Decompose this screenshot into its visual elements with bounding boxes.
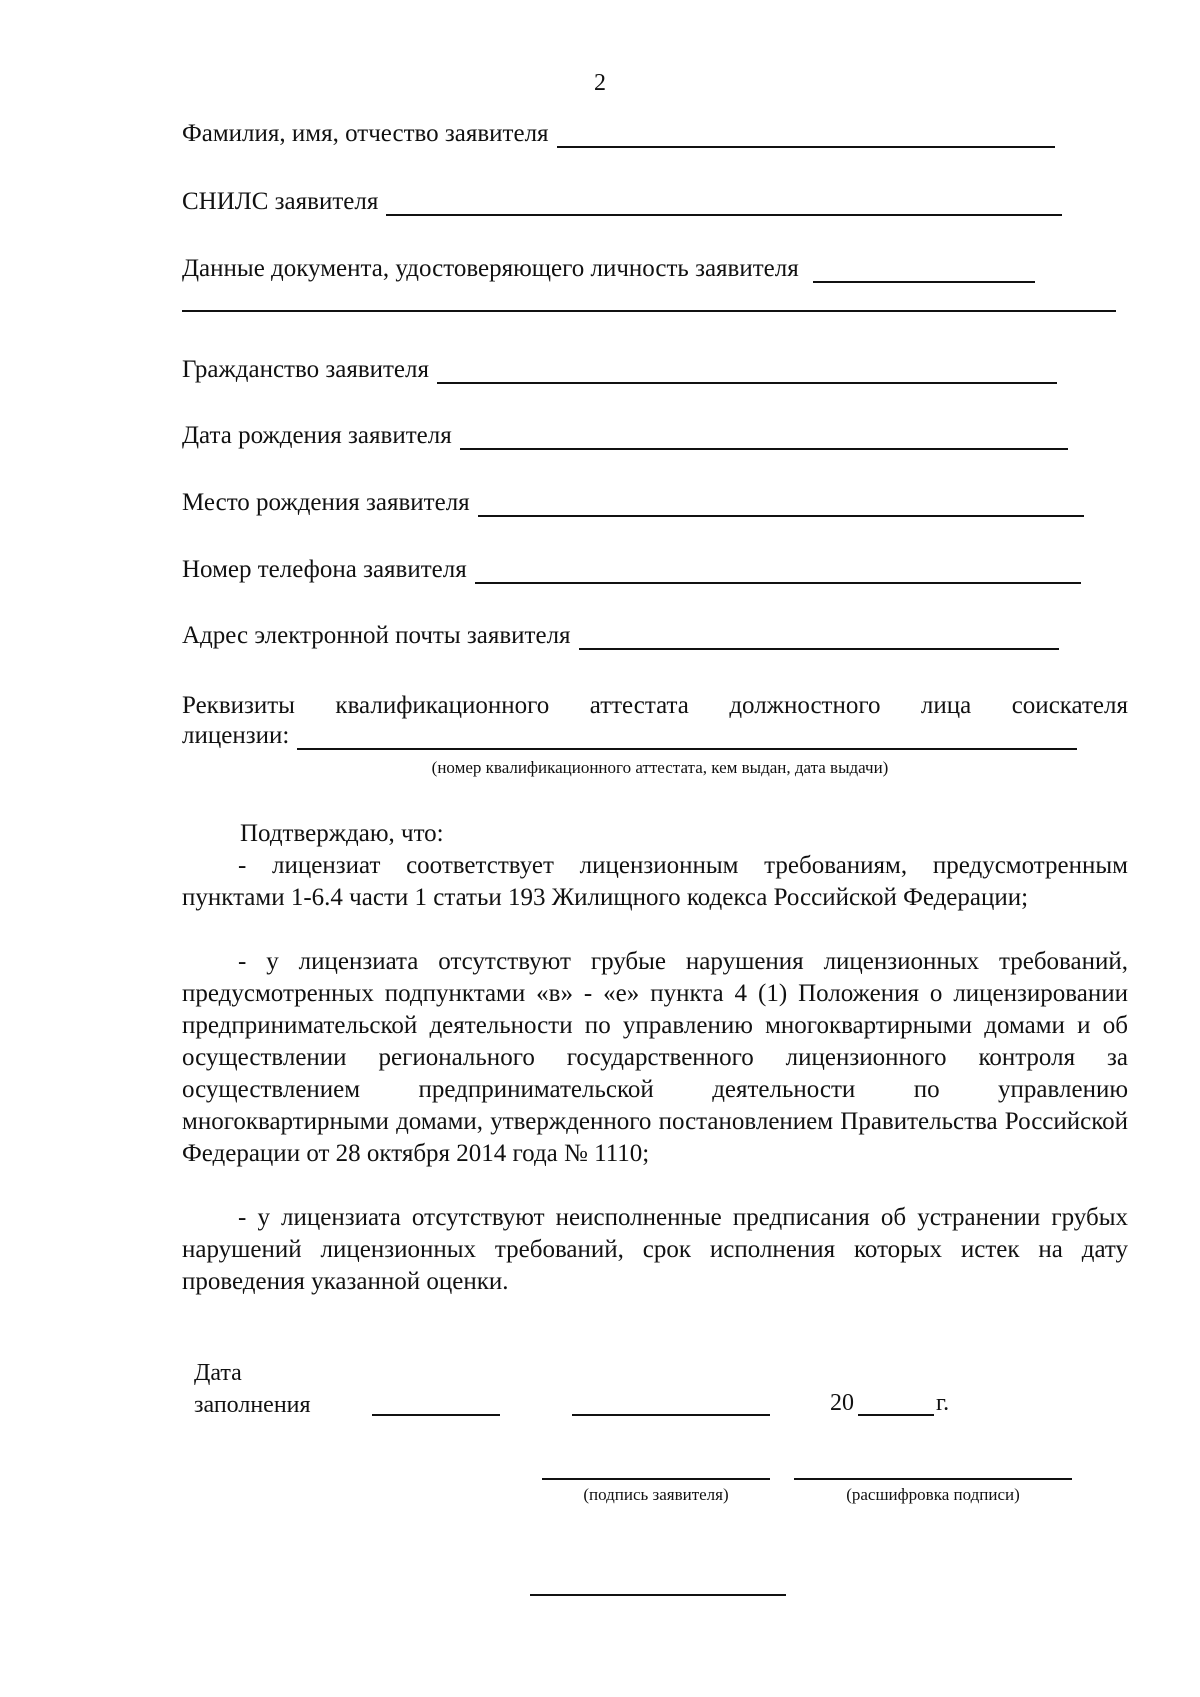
year-input-line[interactable] xyxy=(858,1414,934,1416)
confirmation-item-2: - у лицензиата отсутствуют грубые нарушения лицензионных требований, предусмотренных подпунктами «в» - «е» пункта 4 (1) Положения о лицензировании предпринимательской деятельности по управлению многоквартирными домами и об осуществлении регионального государственного лицензионного контроля за осуществлением предпринимательской деятельности по управлению многоквартирными домами, утвержденного постановлением Правительства Российской Федерации от 28 октября 2014 года № 1110; xyxy=(182,948,1128,1167)
fio-label: Фамилия, имя, отчество заявителя xyxy=(182,120,549,147)
signature-decode-caption: (расшифровка подписи) xyxy=(846,1485,1020,1504)
snils-field xyxy=(182,186,1062,216)
snils-input-line[interactable] xyxy=(386,186,1062,216)
document-label: Данные документа, удостоверяющего личность заявителя xyxy=(182,255,799,282)
phone-label: Номер телефона заявителя xyxy=(182,556,467,583)
email-label: Адрес электронной почты заявителя xyxy=(182,622,571,649)
certificate-field xyxy=(182,722,1077,750)
year-suffix: г. xyxy=(936,1390,950,1416)
confirmation-intro: Подтверждаю, что: xyxy=(240,820,444,847)
certificate-caption: (номер квалификационного аттестата, кем выдан, дата выдачи) xyxy=(431,758,889,777)
certificate-line-1: Реквизиты квалификационного аттестата должностного лица соискателя xyxy=(182,692,1128,719)
confirmation-item-1: - лицензиат соответствует лицензионным требованиям, предусмотренным пунктами 1-6.4 части 1 статьи 193 Жилищного кодекса Российской Федерации; xyxy=(182,852,1128,911)
document-field xyxy=(182,253,1035,283)
fio-input-line[interactable] xyxy=(557,118,1055,148)
date-label-line-2: заполнения xyxy=(194,1392,311,1418)
email-input-line[interactable] xyxy=(579,620,1059,650)
certificate-input-line[interactable] xyxy=(297,722,1077,750)
phone-input-line[interactable] xyxy=(475,554,1081,584)
certificate-label: лицензии: xyxy=(182,722,290,749)
citizenship-field xyxy=(182,354,1057,384)
signature-input-line[interactable] xyxy=(572,1414,770,1416)
document-input-line-2[interactable] xyxy=(182,310,1116,312)
citizenship-label: Гражданство заявителя xyxy=(182,356,429,383)
birth-place-input-line[interactable] xyxy=(478,487,1084,517)
page-number: 2 xyxy=(594,70,606,96)
birth-place-label: Место рождения заявителя xyxy=(182,489,470,516)
confirmation-item-3: - у лицензиата отсутствуют неисполненные предписания об устранении грубых нарушений лицензионных требований, срок исполнения которых истек на дату проведения указанной оценки. xyxy=(182,1204,1128,1295)
document-input-line[interactable] xyxy=(813,253,1035,283)
date-input-line[interactable] xyxy=(372,1414,500,1416)
birth-date-field xyxy=(182,420,1068,450)
snils-label: СНИЛС заявителя xyxy=(182,188,379,215)
date-label-line-1: Дата xyxy=(194,1360,242,1386)
birth-place-field xyxy=(182,487,1084,517)
birth-date-label: Дата рождения заявителя xyxy=(182,422,452,449)
signature-decode-line[interactable] xyxy=(794,1478,1072,1480)
birth-date-input-line[interactable] xyxy=(460,420,1068,450)
citizenship-input-line[interactable] xyxy=(437,354,1057,384)
signature-line[interactable] xyxy=(542,1478,770,1480)
phone-field xyxy=(182,554,1081,584)
email-field xyxy=(182,620,1059,650)
signature-caption: (подпись заявителя) xyxy=(583,1485,729,1504)
bottom-rule xyxy=(530,1594,786,1596)
fio-field xyxy=(182,118,1055,148)
year-prefix: 20 xyxy=(830,1390,854,1416)
